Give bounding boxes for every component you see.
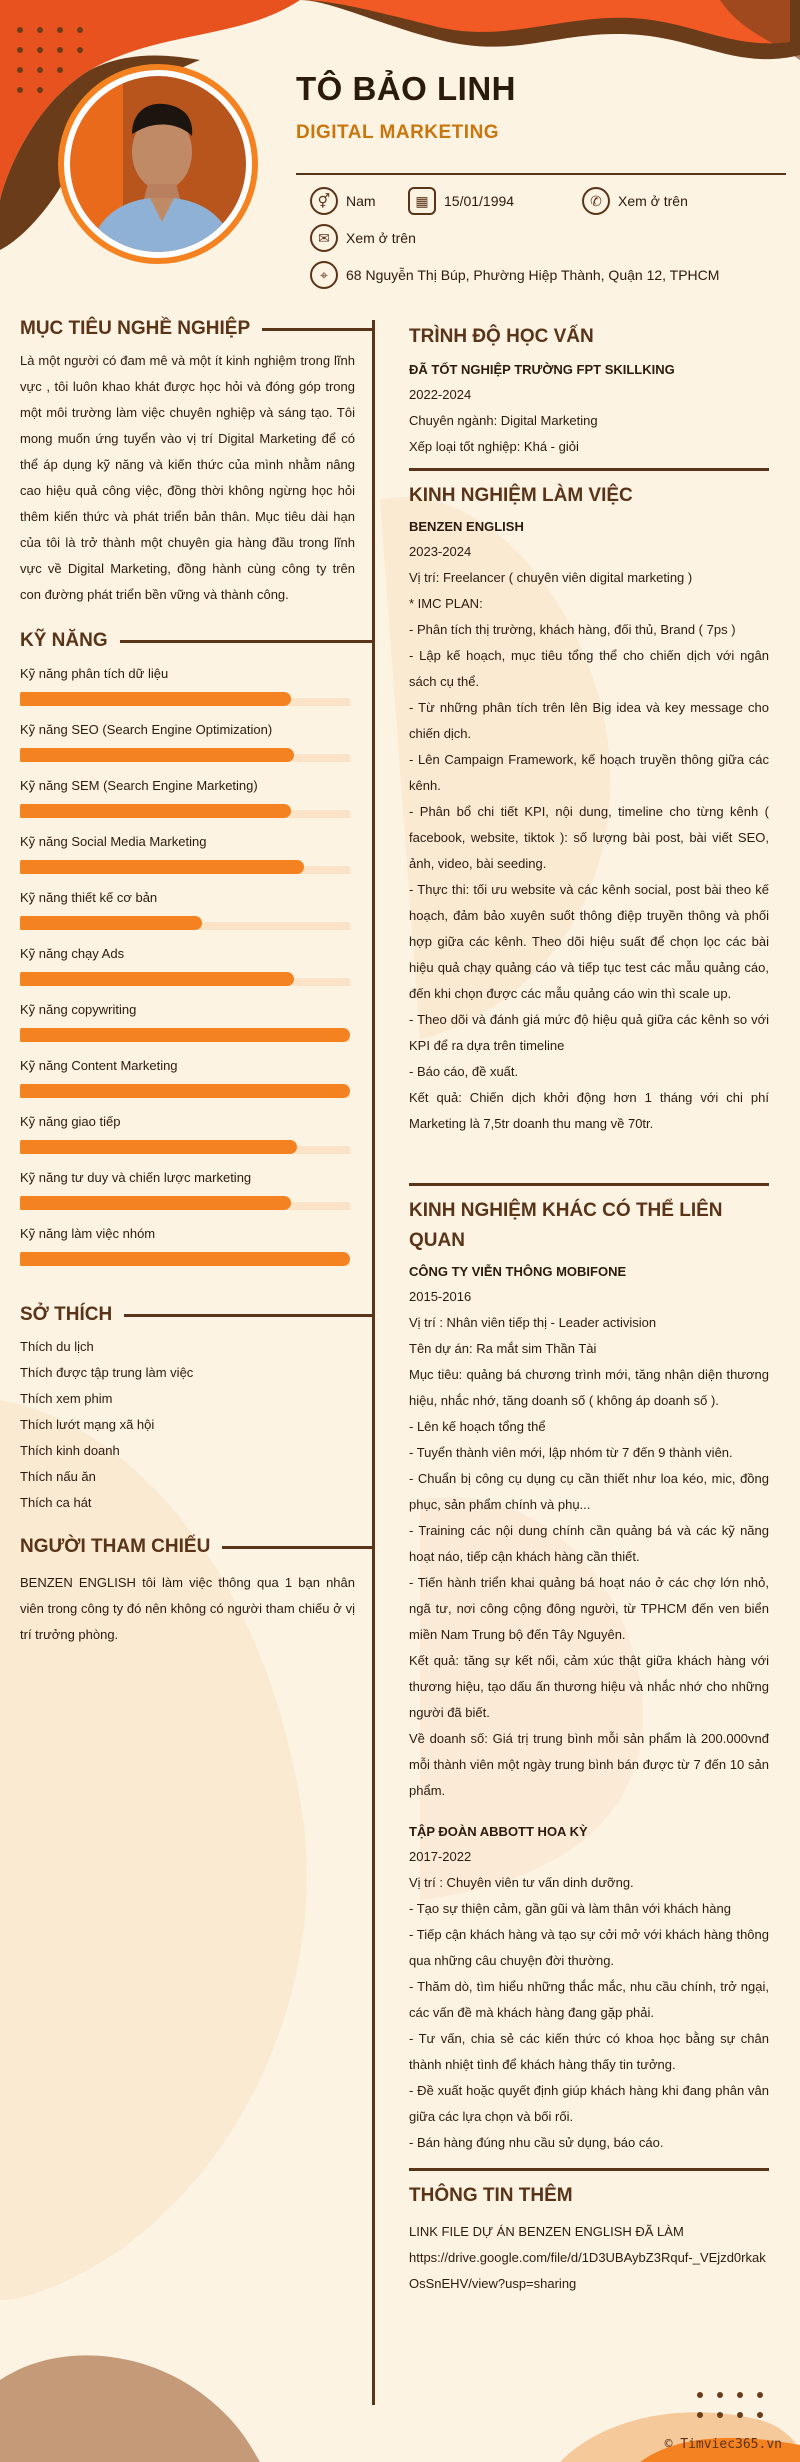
experience-section	[409, 481, 769, 1186]
skill-item	[20, 718, 355, 774]
other-job-company: TẬP ĐOÀN ABBOTT HOA KỲ	[409, 1824, 588, 1839]
skill-item	[20, 1054, 355, 1110]
hobby-item: Thích lướt mạng xã hội	[20, 1417, 155, 1432]
section-divider	[409, 2168, 769, 2171]
experience-line: - Thực thi: tối ưu website và các kênh social, post bài theo kế hoạch, đảm bảo xuyên suốt thông điệp truyền thông và phối hợp giữa các kênh. Theo dõi hiệu suất để chọn lọc các bài hiệu quả chạy quảng cáo và tiếp tục test các mẫu quảng cáo, đến khi chọn được các mẫu quảng cáo win thì scale up.	[409, 882, 769, 1001]
job-title: DIGITAL MARKETING	[296, 122, 500, 143]
email-icon: ✉	[310, 224, 338, 252]
experience-line: Kết quả: Chiến dịch khởi động hơn 1 tháng với chi phí Marketing là 7,5tr doanh thu mang về 70tr.	[409, 1090, 769, 1131]
skill-item	[20, 1222, 355, 1278]
experience-line: * IMC PLAN:	[409, 596, 483, 611]
calendar-icon: ▦	[408, 187, 436, 215]
location-pin-icon: ⌖	[310, 261, 338, 289]
other-job-line: - Đề xuất hoặc quyết định giúp khách hàng khi đang phân vân giữa các lựa chọn và bối rối.	[409, 2083, 769, 2124]
experience-line: - Từ những phân tích trên lên Big idea và key message cho chiến dịch.	[409, 700, 769, 741]
experience-line: - Phân tích thị trường, khách hàng, đối thủ, Brand ( 7ps )	[409, 622, 736, 637]
skill-bar-fill	[20, 1252, 350, 1266]
skill-item	[20, 774, 355, 830]
other-job-line: - Tư vấn, chia sẻ các kiến thức có khoa học bằng sự chân thành nhiệt tình để khách hàng thấy tin tưởng.	[409, 2031, 769, 2072]
hobbies-title: SỞ THÍCH	[20, 1304, 113, 1325]
extra-label: LINK FILE DỰ ÁN BENZEN ENGLISH ĐÃ LÀM	[409, 2224, 684, 2239]
phone-value: Xem ở trên	[618, 193, 688, 209]
other-job-line: Vị trí : Nhân viên tiếp thị - Leader activision	[409, 1315, 657, 1330]
education-section	[409, 322, 769, 471]
other-job-line: - Thăm dò, tìm hiểu những thắc mắc, nhu cầu chính, trở ngại, các vấn đề mà khách hàng đang gặp phải.	[409, 1979, 769, 2020]
skill-level-bar	[20, 860, 350, 874]
skill-bar-fill	[20, 860, 304, 874]
hobbies-list	[20, 1334, 355, 1516]
column-divider	[372, 320, 375, 2405]
profile-photo	[70, 76, 246, 252]
skill-name: Kỹ năng tư duy và chiến lược marketing	[20, 1170, 252, 1185]
skill-name: Kỹ năng thiết kế cơ bản	[20, 890, 158, 905]
skill-level-bar	[20, 1084, 350, 1098]
skill-bar-fill	[20, 804, 291, 818]
skill-level-bar	[20, 1140, 350, 1154]
experience-line: - Lập kế hoạch, mục tiêu tổng thể cho chiến dịch với ngân sách cụ thể.	[409, 648, 769, 689]
section-divider	[409, 468, 769, 471]
objective-title: MỤC TIÊU NGHỀ NGHIỆP	[20, 318, 251, 339]
gender-icon: ⚥	[310, 187, 338, 215]
avatar	[58, 64, 258, 264]
other-job-company: CÔNG TY VIỄN THÔNG MOBIFONE	[409, 1264, 627, 1279]
address-value: 68 Nguyễn Thị Búp, Phường Hiệp Thành, Quận 12, TPHCM	[346, 267, 720, 283]
other-job	[409, 1820, 769, 2156]
skill-name: Kỹ năng SEO (Search Engine Optimization)	[20, 722, 273, 737]
skill-bar-fill	[20, 972, 294, 986]
other-job-line: - Bán hàng đúng nhu cầu sử dụng, báo cáo.	[409, 2135, 664, 2150]
experience-title: KINH NGHIỆM LÀM VIỆC	[409, 485, 633, 506]
skill-item	[20, 886, 355, 942]
other-job	[409, 1260, 769, 1804]
skill-level-bar	[20, 748, 350, 762]
other-job-line: - Chuẩn bị công cụ dụng cụ cần thiết như loa kéo, mic, đồng phục, sản phẩm chính và phụ...	[409, 1471, 769, 1512]
project-link[interactable]: https://drive.google.com/file/d/1D3UBAybZ3Rquf-_VEjzd0rkakOsSnEHV/view?usp=sharing	[409, 2250, 766, 2291]
email-row	[310, 224, 416, 252]
skill-bar-fill	[20, 748, 294, 762]
skill-bar-fill	[20, 1140, 297, 1154]
other-job-line: - Tiếp cận khách hàng và tạo sự cởi mở với khách hàng thông qua những câu chuyện đời thường.	[409, 1927, 769, 1968]
skill-level-bar	[20, 1028, 350, 1042]
hobbies-section	[20, 1304, 355, 1516]
skills-section	[20, 630, 355, 1278]
hobby-item: Thích nấu ăn	[20, 1469, 96, 1484]
experience-line: - Theo dõi và đánh giá mức độ hiệu quả giữa các kênh so với KPI để ra dựa trên timeline	[409, 1012, 769, 1053]
other-job-line: - Tuyển thành viên mới, lập nhóm từ 7 đến 9 thành viên.	[409, 1445, 733, 1460]
skill-level-bar	[20, 916, 350, 930]
other-job-line: Về doanh số: Giá trị trung bình mỗi sản phẩm là 200.000vnđ mỗi thành viên một ngày trung bình bán được từ 7 đến 10 sản phẩm.	[409, 1731, 769, 1798]
reference-text: BENZEN ENGLISH tôi làm việc thông qua 1 bạn nhân viên trong công ty đó nên không có người tham chiếu ở vị trí trưởng phòng.	[20, 1575, 355, 1642]
skills-heading	[20, 630, 355, 652]
extra-section	[409, 2181, 769, 2297]
skill-item	[20, 942, 355, 998]
birthday-row	[408, 187, 514, 215]
gender-row	[310, 187, 376, 215]
experience-line: - Phân bổ chi tiết KPI, nội dung, timeline cho từng kênh ( facebook, website, tiktok ): số lượng bài post, bài viết SEO, ảnh, video, bài seeding.	[409, 804, 769, 871]
education-school: ĐÃ TỐT NGHIỆP TRƯỜNG FPT SKILLKING	[409, 362, 675, 377]
education-grade: Xếp loại tốt nghiệp: Khá - giỏi	[409, 439, 579, 454]
skill-level-bar	[20, 1252, 350, 1266]
footer-brand: © Timviec365.vn	[664, 2437, 782, 2452]
other-job-line: Tên dự án: Ra mắt sim Thần Tài	[409, 1341, 597, 1356]
phone-icon: ✆	[582, 187, 610, 215]
skill-item	[20, 1166, 355, 1222]
other-job-line: - Tiến hành triển khai quảng bá hoạt náo ở các chợ lớn nhỏ, ngã tư, nơi công cộng đông người, từ TPHCM đến ven biển miền Nam Trung bộ đến Tây Nguyên.	[409, 1575, 769, 1642]
hobby-item: Thích kinh doanh	[20, 1443, 120, 1458]
experience-company: BENZEN ENGLISH	[409, 519, 524, 534]
other-job-line: Mục tiêu: quảng bá chương trình mới, tăng nhận diện thương hiệu, nhắc nhớ, tăng doanh số ( không áp doanh số ).	[409, 1367, 769, 1408]
experience-line: - Lên Campaign Framework, kế hoạch truyền thông giữa các kênh.	[409, 752, 769, 793]
experience-line: Vị trí: Freelancer ( chuyên viên digital marketing )	[409, 570, 693, 585]
skills-title: KỸ NĂNG	[20, 630, 108, 651]
skill-level-bar	[20, 692, 350, 706]
education-title: TRÌNH ĐỘ HỌC VẤN	[409, 326, 594, 347]
hobby-item: Thích được tập trung làm việc	[20, 1365, 194, 1380]
other-jobs	[409, 1260, 769, 2156]
other-job-line: - Training các nội dung chính cần quảng bá và các kỹ năng hoạt náo, tiếp cận khách hàng cần thiết.	[409, 1523, 769, 1564]
other-job-line: Vị trí : Chuyên viên tư vấn dinh dưỡng.	[409, 1875, 634, 1890]
skill-item	[20, 662, 355, 718]
experience-line: - Báo cáo, đề xuất.	[409, 1064, 519, 1079]
experience-lines	[409, 565, 769, 1137]
objective-heading	[20, 318, 355, 340]
objective-section	[20, 318, 355, 608]
skill-name: Kỹ năng phân tích dữ liệu	[20, 666, 169, 681]
reference-title: NGƯỜI THAM CHIẾU	[20, 1536, 211, 1557]
other-job-period: 2017-2022	[409, 1849, 472, 1864]
skills-list	[20, 662, 355, 1278]
gender-value: Nam	[346, 193, 376, 209]
skill-item	[20, 998, 355, 1054]
other-experience-section	[409, 1196, 769, 2171]
header-divider	[296, 173, 786, 175]
skill-name: Kỹ năng SEM (Search Engine Marketing)	[20, 778, 258, 793]
left-column	[20, 318, 355, 1648]
reference-section	[20, 1536, 355, 1648]
skill-bar-fill	[20, 1028, 350, 1042]
skill-name: Kỹ năng chạy Ads	[20, 946, 125, 961]
hobby-item: Thích ca hát	[20, 1495, 92, 1510]
section-divider	[409, 1183, 769, 1186]
other-job-period: 2015-2016	[409, 1289, 472, 1304]
skill-item	[20, 1110, 355, 1166]
skill-bar-fill	[20, 692, 291, 706]
other-job-line: - Lên kế hoạch tổng thể	[409, 1419, 546, 1434]
reference-heading	[20, 1536, 355, 1558]
education-major: Chuyên ngành: Digital Marketing	[409, 413, 598, 428]
hobby-item: Thích du lịch	[20, 1339, 94, 1354]
skill-level-bar	[20, 972, 350, 986]
name-block	[296, 70, 776, 144]
skill-item	[20, 830, 355, 886]
experience-period: 2023-2024	[409, 544, 472, 559]
birthday-value: 15/01/1994	[444, 193, 515, 209]
full-name: TÔ BẢO LINH	[296, 70, 516, 107]
skill-name: Kỹ năng làm việc nhóm	[20, 1226, 156, 1241]
skill-name: Kỹ năng Social Media Marketing	[20, 834, 207, 849]
skill-bar-fill	[20, 1084, 350, 1098]
skill-name: Kỹ năng copywriting	[20, 1002, 137, 1017]
skill-name: Kỹ năng giao tiếp	[20, 1114, 121, 1129]
address-row	[310, 261, 719, 289]
other-experience-title: KINH NGHIỆM KHÁC CÓ THỂ LIÊN QUAN	[409, 1200, 723, 1251]
other-job-line: - Tạo sự thiện cảm, gần gũi và làm thân với khách hàng	[409, 1901, 731, 1916]
education-period: 2022-2024	[409, 387, 472, 402]
phone-row	[582, 187, 688, 215]
email-value: Xem ở trên	[346, 230, 416, 246]
skill-level-bar	[20, 1196, 350, 1210]
other-job-line: Kết quả: tăng sự kết nối, cảm xúc thật giữa khách hàng với thương hiệu, tạo dấu ấn thương hiệu và nhắc nhớ cho những người đã biết.	[409, 1653, 769, 1720]
person-silhouette-icon	[70, 76, 246, 252]
extra-title: THÔNG TIN THÊM	[409, 2185, 573, 2206]
skill-level-bar	[20, 804, 350, 818]
objective-text: Là một người có đam mê và một ít kinh nghiệm trong lĩnh vực , tôi luôn khao khát được học hỏi và đóng góp trong một môi trường làm việc chuyên nghiệp và sáng tạo. Tôi mong muốn ứng tuyển vào vị trí Digital Marketing để có thể áp dụng kỹ năng và kiến thức của mình nhằm nâng cao hiệu quả công việc, đồng thời không ngừng học hỏi thêm kiến thức và phát triển bản thân. Mục tiêu dài hạn của tôi là trở thành một chuyên gia hàng đầu trong lĩnh vực về Digital Marketing, đồng hành cùng công ty trên con đường phát triển bền vững và thành công.	[20, 353, 355, 602]
hobbies-heading	[20, 1304, 355, 1326]
skill-name: Kỹ năng Content Marketing	[20, 1058, 178, 1073]
hobby-item: Thích xem phim	[20, 1391, 113, 1406]
right-column	[409, 322, 769, 2297]
skill-bar-fill	[20, 916, 202, 930]
skill-bar-fill	[20, 1196, 291, 1210]
